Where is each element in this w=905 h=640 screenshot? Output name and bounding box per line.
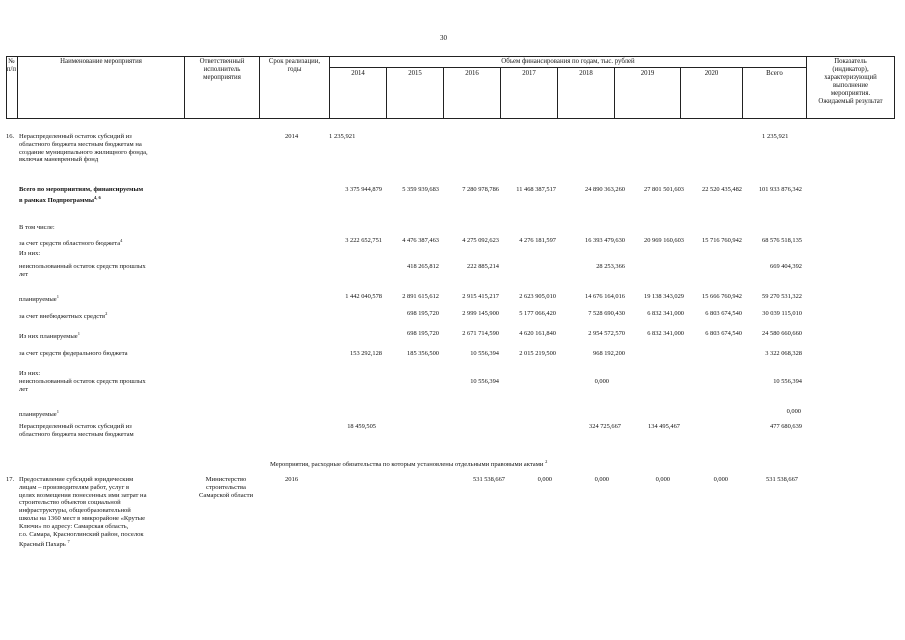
row-term: 2014 [285,133,299,140]
row-value: 10 556,394 [470,350,499,357]
row-value: 3 375 944,879 [345,186,382,193]
row-value: 3 222 652,751 [345,237,382,244]
row-value-total: 101 933 876,342 [758,186,802,193]
row-name: Предоставление субсидий юридическим лицам – производителям работ, услуг в целях возмещения понесенных ими затрат на строительство объектов социальной инфраструктуры, общеобразовательной школы на 1360 мест в микрорайоне «Крутые Ключи» по адресу: Самарская область, г.о. Самара, Красноглинский район, поселок Красный Пахарь $^7$ [19,476,147,549]
row-name: Нераспределенный остаток субсидий из областного бюджета местным бюджетам на создание муниципального жилищного фонда, включая маневренный фонд [19,133,148,164]
header-year: 2018 [579,70,593,77]
row-value: 1 442 040,578 [345,293,382,300]
row-name: Из них: [19,250,41,257]
header-year: 2019 [640,70,655,77]
row-value: 698 195,720 [407,330,439,337]
header-term: Срок реализации, годы [268,58,321,73]
row-value: 0,000 [713,476,728,483]
row-number: 16. [6,133,15,140]
row-value: 2 891 615,612 [402,293,439,300]
row-value-total: 68 576 518,135 [762,237,802,244]
row-value: 4 275 092,623 [462,237,499,244]
row-value: 2 999 145,900 [462,310,499,317]
row-value-total: 59 270 531,322 [762,293,802,300]
row-name: планируемые$^1$ [19,294,59,304]
row-value: 28 253,366 [596,263,625,270]
row-value-total: 30 039 115,010 [762,310,802,317]
row-value: 698 195,720 [407,310,439,317]
row-value: 0,000 [537,476,552,483]
row-name: планируемые$^1$ [19,409,59,419]
row-value: 14 676 164,016 [585,293,625,300]
row-name: за счет средств федерального бюджета [19,350,128,357]
row-number: 17. [6,476,15,483]
header-funding: Объем финансирования по годам, тыс. рублей [501,58,635,65]
row-value-total: 477 680,639 [770,423,802,430]
row-value: 153 292,128 [350,350,382,357]
row-value: 531 538,667 [473,476,505,483]
row-value: 418 265,812 [407,263,439,270]
header-responsible: Ответственный исполнитель мероприятия [199,58,245,81]
header-year: 2016 [465,70,479,77]
row-value: 324 725,667 [589,423,621,430]
row-value: 6 832 341,000 [647,310,684,317]
row-name: неиспользованный остаток средств прошлых лет [19,263,146,278]
row-value: 7 280 978,786 [462,186,499,193]
row-value: 185 356,500 [407,350,439,357]
row-value: 222 885,214 [467,263,499,270]
row-name: Нераспределенный остаток субсидий из областного бюджета местным бюджетам [19,423,134,438]
header-year: 2020 [704,70,719,77]
row-value: 6 803 674,540 [705,310,742,317]
row-value: 19 138 343,029 [644,293,684,300]
header-year: 2014 [351,70,365,77]
row-value: 6 803 674,540 [705,330,742,337]
row-value: 6 832 341,000 [647,330,684,337]
row-value: 2 954 572,570 [588,330,625,337]
row-value: 4 276 181,597 [519,237,556,244]
header-indicator: Показатель (индикатор), характеризующий выполнение мероприятия. Ожидаемый результат [818,58,883,105]
row-value-total: 1 235,921 [762,133,789,140]
row-value: 2 623 905,010 [519,293,556,300]
row-value: 2 671 714,590 [462,330,499,337]
row-term: 2016 [285,476,299,483]
row-responsible: Министерство строительства Самарской области [199,476,253,499]
row-value-total: 531 538,667 [766,476,798,483]
row-name: Всего по мероприятиям, финансируемым в рамках Подпрограммы$^{4, 6}$ [19,186,144,204]
header-name: Наименование мероприятия [60,58,142,65]
row-value: 15 666 760,942 [702,293,742,300]
row-value: 2 015 219,500 [519,350,556,357]
row-value: 4 620 161,840 [519,330,556,337]
row-name: В том числе: [19,224,55,231]
row-value: 5 177 066,420 [519,310,556,317]
row-name: Из них планируемые$^1$ [19,331,80,341]
page-number: 30 [440,34,447,42]
row-value: 2 915 415,217 [462,293,499,300]
row-value: 5 359 939,683 [402,186,439,193]
row-value: 0,000 [655,476,670,483]
row-value: 20 969 160,603 [644,237,684,244]
header-year: 2017 [522,70,536,77]
row-value: 16 393 479,630 [585,237,625,244]
row-value-total: 24 580 660,660 [762,330,802,337]
section-title: Мероприятия, расходные обязательства по которым установлены отдельными правовыми актами $^2$ [270,459,548,469]
row-value: 968 192,200 [593,350,625,357]
row-value-total: 669 404,392 [770,263,802,270]
row-name: за счет средств областного бюджета$^4$ [19,238,123,248]
row-value: 134 495,467 [648,423,680,430]
row-name: за счет внебюджетных средств$^2$ [19,311,108,321]
row-value: 1 235,921 [329,133,356,140]
row-name: Из них: неиспользованный остаток средств прошлых лет [19,370,146,393]
row-value: 4 476 387,463 [402,237,439,244]
row-value-total: 0,000 [786,408,801,415]
row-value-total: 10 556,394 [773,378,802,385]
row-value: 15 716 760,942 [702,237,742,244]
row-value: 7 528 690,430 [588,310,625,317]
row-value: 27 801 501,603 [644,186,684,193]
row-value: 24 890 363,260 [585,186,625,193]
row-value: 18 459,505 [347,423,376,430]
header-num: № п/п [6,58,17,73]
row-value: 10 556,394 [470,378,499,385]
row-value-total: 3 322 068,328 [765,350,802,357]
row-value: 11 468 387,517 [516,186,556,193]
row-value: 0,000 [594,476,609,483]
header-year: 2015 [408,70,422,77]
row-value: 22 520 435,482 [702,186,742,193]
header-total: Всего [766,70,783,77]
row-value: 0,000 [594,378,609,385]
